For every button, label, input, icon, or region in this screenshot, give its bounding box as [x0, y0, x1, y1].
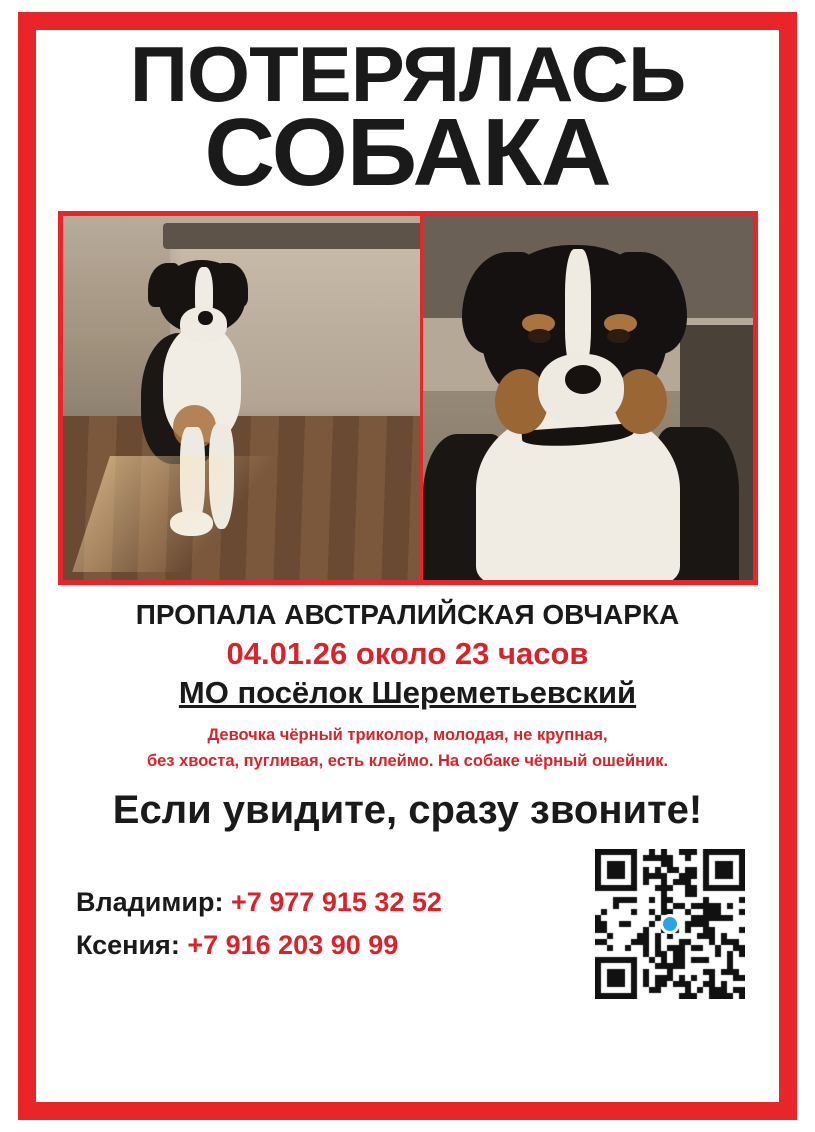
contact-name: Владимир: — [76, 887, 224, 918]
qr-code-icon[interactable] — [595, 849, 745, 999]
contacts-row — [52, 849, 763, 999]
contact-phone[interactable]: +7 916 203 90 99 — [187, 930, 399, 961]
date-line: 04.01.26 около 23 часов — [226, 636, 589, 672]
poster-text-block — [52, 599, 763, 833]
description-line-1: Девочка чёрный триколор, молодая, не крупная, — [207, 726, 608, 745]
headline-line-2: СОБАКА — [204, 98, 611, 206]
poster-headline — [52, 30, 763, 206]
description-line-2: без хвоста, пугливая, есть клеймо. На собаке чёрный ошейник. — [146, 751, 669, 770]
contact-name: Ксения: — [76, 930, 180, 961]
dog-photo-collage — [58, 211, 758, 585]
breed-line: ПРОПАЛА АВСТРАЛИЙСКАЯ ОВЧАРКА — [135, 599, 680, 631]
place-line — [52, 675, 763, 711]
headline-line-1: ПОТЕРЯЛАСЬ — [129, 30, 686, 118]
contact-item — [76, 924, 442, 967]
call-to-action: Если увидите, сразу звоните! — [112, 788, 703, 833]
place-line-text: МО посёлок Шереметьевский — [178, 675, 637, 711]
contact-phone[interactable]: +7 977 915 32 52 — [230, 887, 442, 918]
poster-red-frame — [18, 12, 797, 1120]
contact-item — [76, 881, 442, 924]
contacts-list — [76, 881, 442, 967]
poster-content — [36, 30, 779, 1102]
description-block — [52, 723, 763, 774]
dog-photo-sitting — [63, 216, 420, 580]
dog-photo-closeup — [420, 216, 753, 580]
